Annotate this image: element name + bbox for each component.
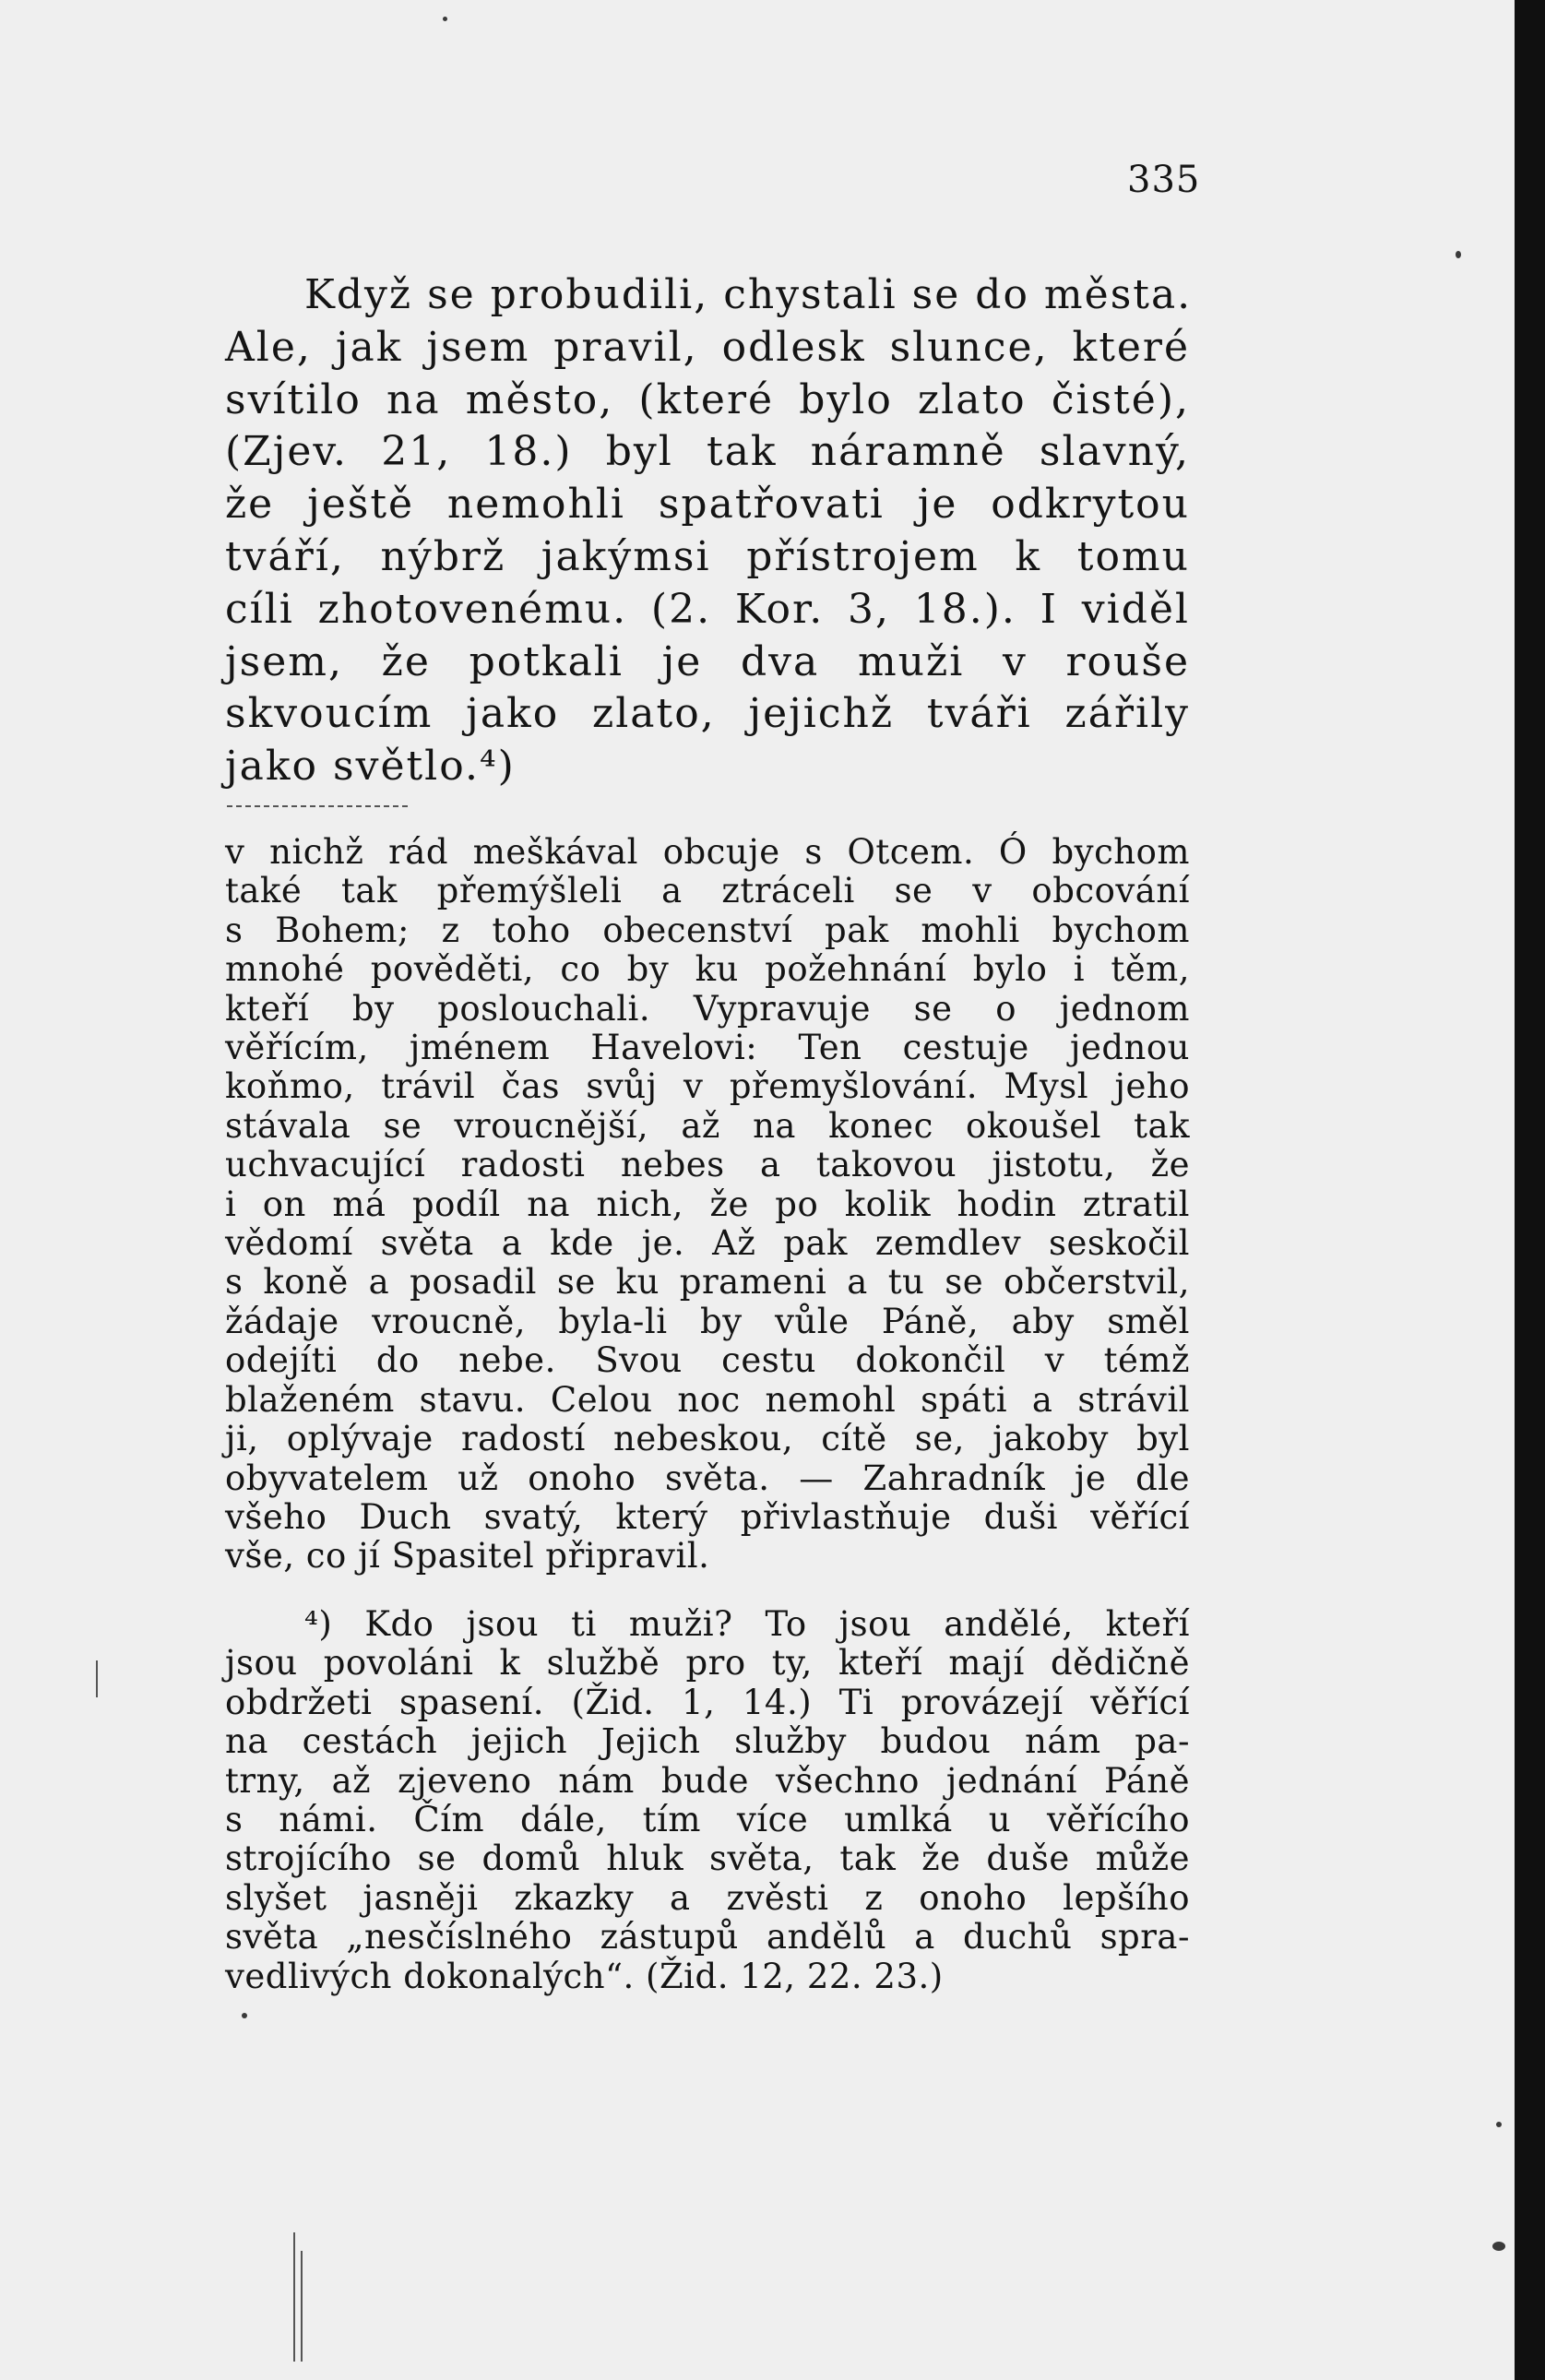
text-line: s koně a posadil se ku prameni a tu se občerstvil, xyxy=(225,1262,1190,1303)
text-line: jsou povoláni k službě pro ty, kteří mají dědičně xyxy=(225,1643,1190,1684)
text-line: také tak přemýšleli a ztráceli se v obcování xyxy=(225,871,1190,911)
text-line: všeho Duch svatý, který přivlastňuje duši věřící xyxy=(225,1496,1190,1537)
scan-speck xyxy=(1492,2242,1505,2251)
text-line: obyvatelem už onoho světa. — Zahradník je dle xyxy=(225,1458,1190,1498)
text-line: na cestách jejich Jejich služby budou nám pa- xyxy=(225,1721,1190,1762)
scan-speck xyxy=(1496,2122,1502,2127)
text-line: kteří by poslouchali. Vypravuje se o jednom xyxy=(225,988,1190,1029)
page-number: 335 xyxy=(1127,159,1201,201)
text-line: (Zjev. 21, 18.) byl tak náramně slavný, xyxy=(225,428,1190,476)
text-line: trny, až zjeveno nám bude všechno jednání Páně xyxy=(225,1760,1190,1801)
text-line: uchvacující radosti nebes a takovou jistotu, že xyxy=(225,1145,1190,1185)
scan-scratch xyxy=(301,2251,303,2362)
text-line: že ještě nemohli spatřovati je odkrytou xyxy=(225,481,1190,529)
text-line: věřícím, jménem Havelovi: Ten cestuje jednou xyxy=(225,1028,1190,1068)
text-line: vedlivých dokonalých“. (Žid. 12, 22. 23.) xyxy=(225,1956,944,1996)
text-line: koňmo, trávil čas svůj v přemyšlování. Mysl jeho xyxy=(225,1066,1190,1107)
scan-speck xyxy=(242,2013,247,2018)
text-line: tváří, nýbrž jakýmsi přístrojem k tomu xyxy=(225,532,1190,580)
text-line: slyšet jasněji zkazky a zvěsti z onoho lepšího xyxy=(225,1877,1190,1918)
text-line: odejíti do nebe. Svou cestu dokončil v témž xyxy=(225,1340,1190,1381)
text-line: žádaje vroucně, byla-li by vůle Páně, aby směl xyxy=(225,1301,1190,1341)
text-line: světa „nesčíslného zástupů andělů a duchů spra- xyxy=(225,1917,1190,1958)
text-line: Když se probudili, chystali se do města. xyxy=(304,271,1193,318)
footnote-separator xyxy=(227,805,408,807)
text-line: Ale, jak jsem pravil, odlesk slunce, které xyxy=(225,323,1190,371)
text-line: svítilo na město, (které bylo zlato čisté), xyxy=(225,375,1190,423)
main-text-block xyxy=(225,269,1193,793)
text-line: obdržeti spasení. (Žid. 1, 14.) Ti provázejí věřící xyxy=(225,1682,1190,1722)
text-line: ji, oplývaje radostí nebeskou, cítě se, jakoby byl xyxy=(225,1419,1190,1459)
text-line: vědomí světa a kde je. Až pak zemdlev seskočil xyxy=(225,1223,1190,1264)
scan-speck xyxy=(443,17,447,21)
text-line: mnohé pověděti, co by ku požehnání bylo i těm, xyxy=(225,949,1190,990)
text-line: blaženém stavu. Celou noc nemohl spáti a strávil xyxy=(225,1379,1190,1420)
text-line: jako světlo.⁴) xyxy=(225,743,516,791)
text-line: v nichž rád meškával obcuje s Otcem. Ó bychom xyxy=(225,832,1190,872)
scan-speck xyxy=(1456,251,1461,258)
text-line: skvoucím jako zlato, jejichž tváři zářily xyxy=(225,690,1190,738)
page-edge-border xyxy=(1515,0,1545,2380)
text-line: strojícího se domů hluk světa, tak že duše může xyxy=(225,1839,1190,1879)
text-line: ⁴) Kdo jsou ti muži? To jsou andělé, kteří xyxy=(304,1604,1190,1644)
footnote-4-block xyxy=(225,1605,1190,1996)
text-line: s Bohem; z toho obecenství pak mohli bychom xyxy=(225,910,1190,950)
text-line: jsem, že potkali je dva muži v rouše xyxy=(225,637,1190,685)
text-line: stávala se vroucnější, až na konec okoušel tak xyxy=(225,1105,1190,1146)
text-line: i on má podíl na nich, že po kolik hodin ztratil xyxy=(225,1184,1190,1224)
scan-scratch xyxy=(293,2232,295,2362)
text-line: s námi. Čím dále, tím více umlká u věřícího xyxy=(225,1800,1190,1840)
scan-scratch xyxy=(96,1660,98,1697)
continued-footnote-block xyxy=(225,833,1190,1577)
text-line: cíli zhotovenému. (2. Kor. 3, 18.). I viděl xyxy=(225,585,1190,633)
text-line: vše, co jí Spasitel připravil. xyxy=(225,1536,710,1577)
